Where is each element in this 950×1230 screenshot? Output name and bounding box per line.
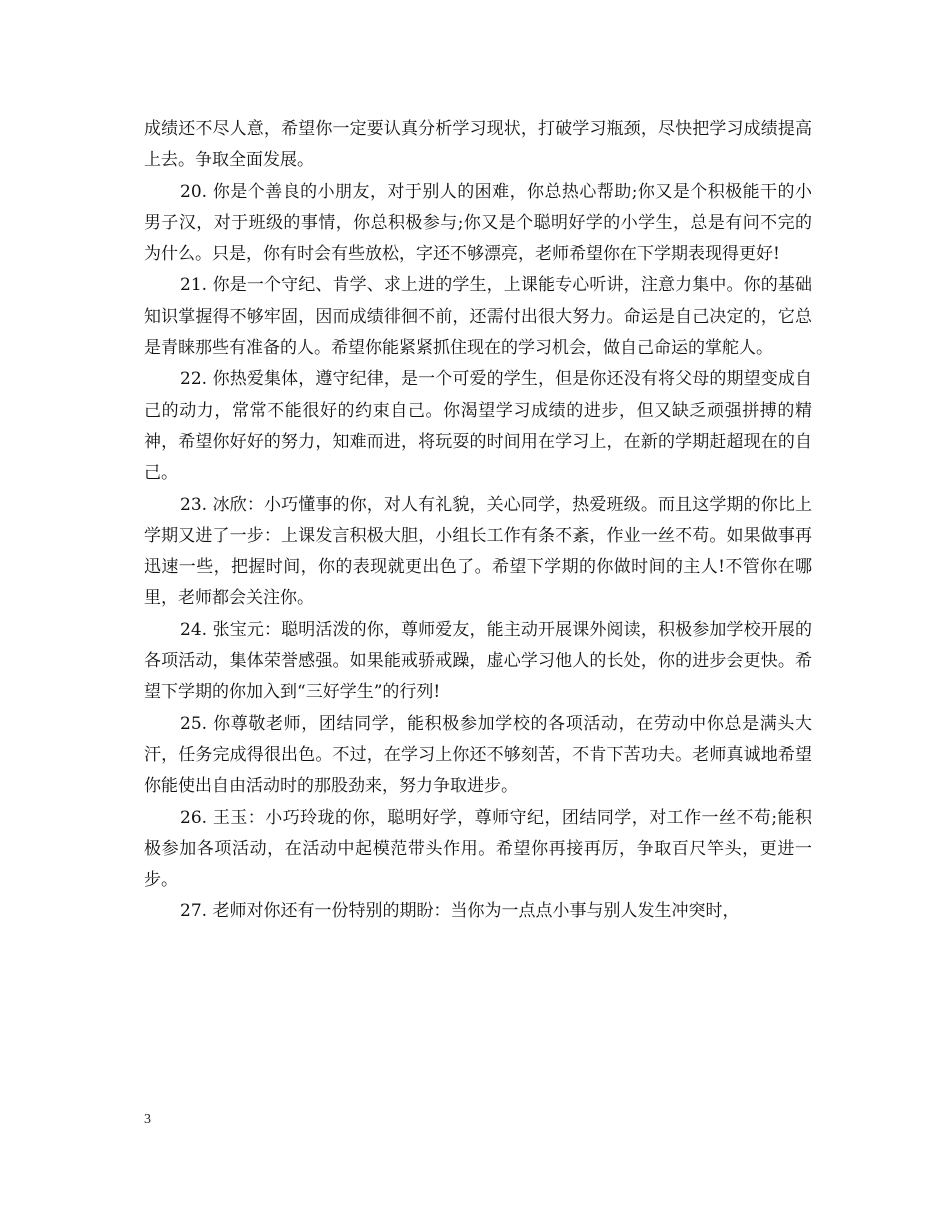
paragraph-item-23: 23. 冰欣：小巧懂事的你，对人有礼貌，关心同学，热爱班级。而且这学期的你比上学期又进了一步：上课发言积极大胆，小组长工作有条不紊，作业一丝不苟。如果做事再迅速一些，把握时间，你的表现就更出色了。希望下学期的你做时间的主人!不管你在哪里，老师都会关注你。 [144, 494, 812, 609]
document-body [144, 114, 812, 928]
paragraph-item-22: 22. 你热爱集体，遵守纪律，是一个可爱的学生，但是你还没有将父母的期望变成自己的动力，常常不能很好的约束自己。你渴望学习成绩的进步，但又缺乏顽强拼搏的精神，希望你好好的努力，知难而进，将玩耍的时间用在学习上，在新的学期赶超现在的自己。 [144, 369, 812, 484]
page-number: 3 [144, 1112, 151, 1127]
paragraph-item-27: 27. 老师对你还有一份特别的期盼：当你为一点点小事与别人发生冲突时， [180, 901, 740, 922]
paragraph-item-20: 20. 你是个善良的小朋友，对于别人的困难，你总热心帮助;你又是个积极能干的小男子汉，对于班级的事情，你总积极参与;你又是个聪明好学的小学生，总是有问不完的为什么。只是，你有时会有些放松，字还不够漂亮，老师希望你在下学期表现得更好! [144, 181, 812, 265]
paragraph-item-25: 25. 你尊敬老师，团结同学，能积极参加学校的各项活动，在劳动中你总是满头大汗，任务完成得很出色。不过，在学习上你还不够刻苦，不肯下苦功夫。老师真诚地希望你能使出自由活动时的那股劲来，努力争取进步。 [144, 713, 812, 797]
paragraph-item-24: 24. 张宝元：聪明活泼的你，尊师爱友，能主动开展课外阅读，积极参加学校开展的各项活动，集体荣誉感强。如果能戒骄戒躁，虚心学习他人的长处，你的进步会更快。希望下学期的你加入到“三好学生”的行列! [144, 619, 812, 703]
paragraph-item-26: 26. 王玉：小巧玲珑的你，聪明好学，尊师守纪，团结同学，对工作一丝不苟;能积极参加各项活动，在活动中起模范带头作用。希望你再接再厉，争取百尺竿头，更进一步。 [144, 807, 812, 891]
paragraph-item-21: 21. 你是一个守纪、肯学、求上进的学生，上课能专心听讲，注意力集中。你的基础知识掌握得不够牢固，因而成绩徘徊不前，还需付出很大努力。命运是自己决定的，它总是青睐那些有准备的人。希望你能紧紧抓住现在的学习机会，做自己命运的掌舵人。 [144, 275, 812, 359]
paragraph-continuation: 成绩还不尽人意，希望你一定要认真分析学习现状，打破学习瓶颈，尽快把学习成绩提高上去。争取全面发展。 [144, 119, 812, 171]
